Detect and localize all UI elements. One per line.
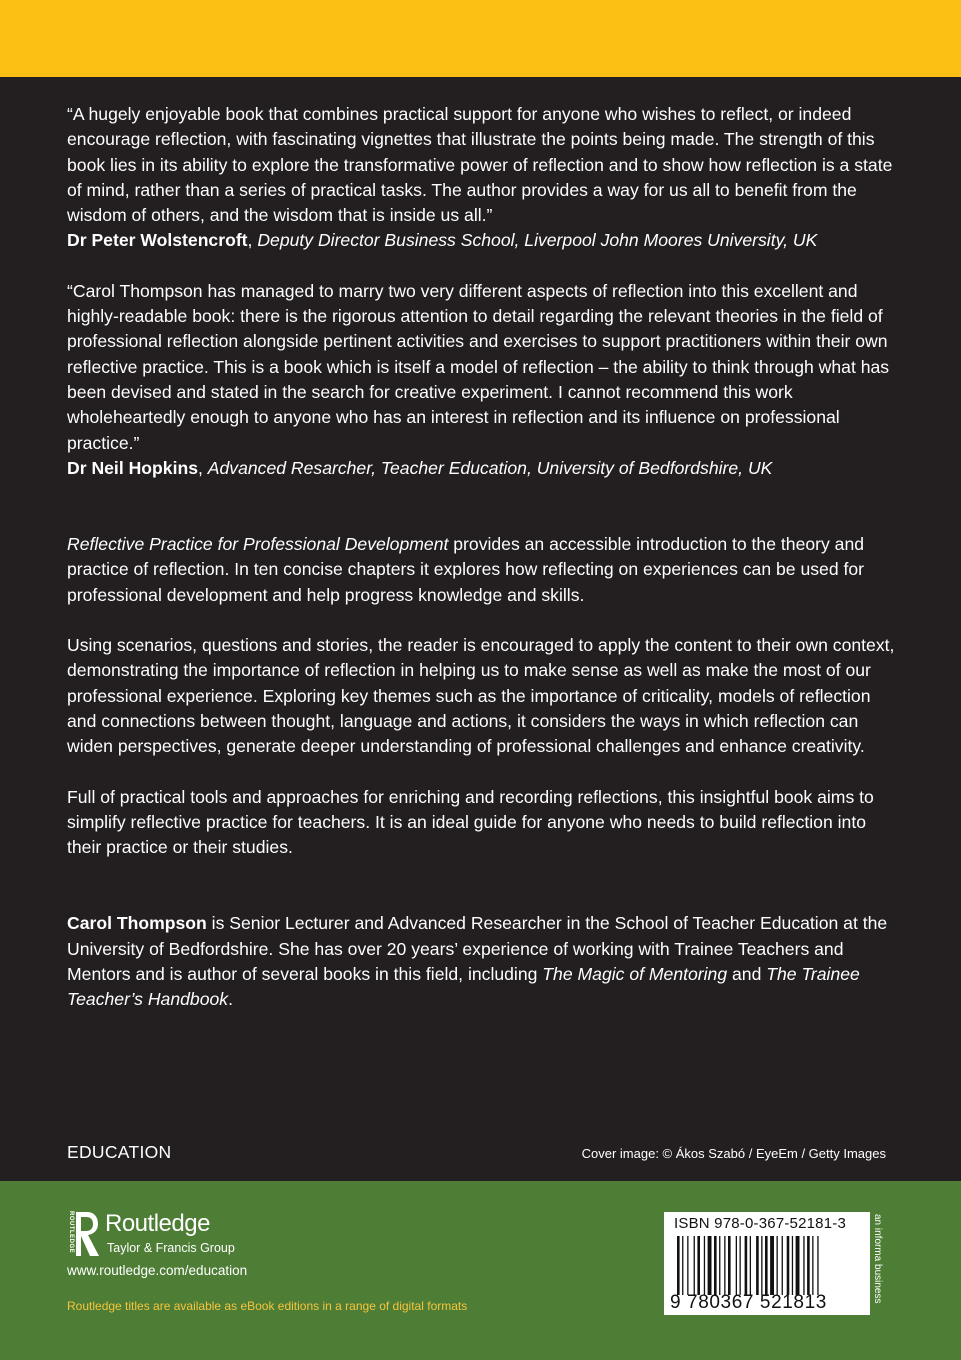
quote-affiliation: Advanced Resarcher, Teacher Education, University of Bedfordshire, UK <box>207 457 773 478</box>
barcode-bar <box>724 1236 725 1295</box>
quote-attribution: Dr Peter Wolstencroft, Deputy Director Business School, Liverpool John Moores University, UK <box>67 230 818 251</box>
review-quote-2 <box>67 279 897 481</box>
barcode-bar <box>770 1236 774 1295</box>
back-cover-text <box>67 102 897 1013</box>
quote-text: “Carol Thompson has managed to marry two very different aspects of reflection into this excellent and highly-readable book: there is the rigorous attention to detail regarding the relevant theories in the field of professional reflection alongside pertinent activities and exercises to support practitioners within their own reflective practice. This is a book which is itself a model of reflection – the ability to think through what has been devised and stated in the search for creative experiment. I cannot recommend this work wholeheartedly enough to anyone who has an interest in reflection and its influence on professional practice.” <box>67 280 890 453</box>
cover-image-credit: Cover image: © Ákos Szabó / EyeEm / Getty Images <box>581 1146 886 1161</box>
book-title: Reflective Practice for Professional Development <box>67 534 449 555</box>
barcode-bar <box>756 1236 759 1295</box>
author-bio-end: . <box>228 989 233 1010</box>
publisher-group: Taylor & Francis Group <box>107 1241 235 1255</box>
barcode-bar <box>761 1236 762 1295</box>
author-bio-text: is Senior Lecturer and Advanced Researcher in the School of Teacher Education at the University of Bedfordshire. She has over 20 years’ experience of working with Trainee Teachers and Mentors and is author of several books in this field, including <box>67 913 888 985</box>
description-paragraph-2: Using scenarios, questions and stories, the reader is encouraged to apply the content to their own context, demonstrating the importance of reflection in helping us to make sense as well as make the most of our professional experience. Exploring key themes such as the importance of criticality, models of reflection and connections between thought, language and actions, it considers the ways in which reflection can widen perspectives, generate deeper understanding of professional challenges and enhance creativity. <box>67 635 895 757</box>
barcode-bar <box>787 1236 790 1295</box>
barcode-bar <box>736 1236 737 1295</box>
barcode-bar <box>708 1236 712 1295</box>
description-paragraph-3: Full of practical tools and approaches for enriching and recording reflections, this insightful book aims to simplify reflective practice for teachers. It is an ideal guide for anyone who needs to build reflection into their practice or their studies. <box>67 786 874 858</box>
ean-digits: 9 780367 521813 <box>670 1292 827 1313</box>
quote-text: “A hugely enjoyable book that combines practical support for anyone who wishes to reflect, or indeed encourage reflection, with fascinating vignettes that illustrate the points being made. The strength of this book lies in its ability to explore the transformative power of reflection and to show how reflection is a state of mind, rather than a series of practical tasks. The author provides a way for us all to benefit from the wisdom of others, and the wisdom that is inside us all.” <box>67 104 893 226</box>
isbn-label: ISBN 978-0-367-52181-3 <box>674 1215 847 1232</box>
barcode-bar <box>677 1236 680 1295</box>
logo-vertical-text: ROUTLEDGE <box>68 1211 74 1254</box>
informa-business-mark: an informa business <box>872 1214 883 1304</box>
publisher-name: Routledge <box>105 1210 210 1237</box>
isbn-barcode <box>664 1212 870 1315</box>
author-bio <box>67 911 897 1012</box>
quote-attribution: Dr Neil Hopkins, Advanced Resarcher, Teacher Education, University of Bedfordshire, UK <box>67 457 773 478</box>
barcode-bars <box>676 1236 862 1295</box>
barcode-bar <box>697 1236 700 1295</box>
author-book-2: The Trainee Teacher’s Handbook <box>67 964 860 1010</box>
top-color-band <box>0 0 961 77</box>
publisher-url: www.routledge.com/education <box>67 1263 248 1278</box>
barcode-bar <box>812 1236 813 1295</box>
barcode-bar <box>796 1236 800 1295</box>
barcode-bar <box>765 1236 768 1295</box>
barcode-bar <box>719 1236 720 1295</box>
barcode-bar <box>745 1236 748 1295</box>
barcode-bar <box>728 1236 731 1295</box>
author-book-1: The Magic of Mentoring <box>542 964 728 985</box>
subject-category: EDUCATION <box>67 1142 172 1162</box>
author-bio-and: and <box>727 964 767 985</box>
barcode-bar <box>750 1236 751 1295</box>
description-paragraph-1 <box>67 532 897 608</box>
barcode-bar <box>777 1236 778 1295</box>
barcode-bar <box>704 1236 705 1295</box>
barcode-bar <box>740 1236 741 1295</box>
description-text: provides an accessible introduction to the theory and practice of reflection. In ten concise chapters it explores how reflecting on experiences can be used for professional development and help progress knowledge and skills. <box>67 534 865 605</box>
barcode-bar <box>817 1236 818 1295</box>
barcode-bar <box>687 1236 688 1295</box>
quote-author: Dr Neil Hopkins <box>67 457 198 478</box>
quote-author: Dr Peter Wolstencroft <box>67 230 248 251</box>
barcode-bar <box>714 1236 717 1295</box>
routledge-r-icon <box>66 1210 100 1258</box>
barcode-bar <box>792 1236 793 1295</box>
routledge-logo <box>66 1210 266 1262</box>
ebook-note: Routledge titles are available as eBook editions in a range of digital formats <box>67 1299 468 1313</box>
barcode-bar <box>682 1236 683 1295</box>
barcode-bar <box>803 1236 804 1295</box>
barcode-bar <box>782 1236 783 1295</box>
barcode-bar <box>694 1236 695 1295</box>
quote-affiliation: Deputy Director Business School, Liverpool John Moores University, UK <box>257 230 818 251</box>
author-name: Carol Thompson <box>67 913 207 934</box>
barcode-bar <box>807 1236 810 1295</box>
review-quote-1 <box>67 102 897 254</box>
